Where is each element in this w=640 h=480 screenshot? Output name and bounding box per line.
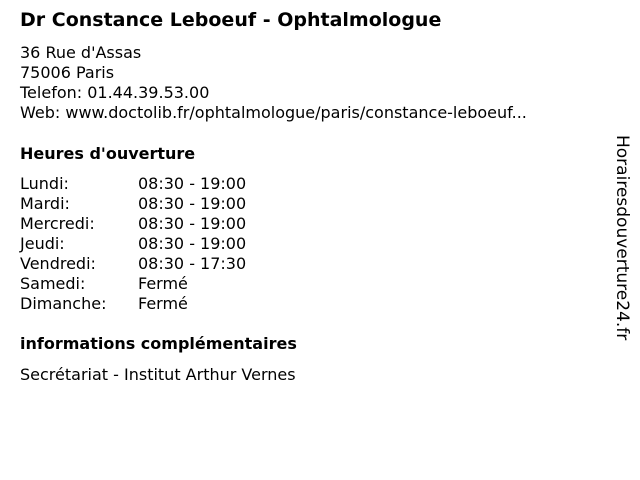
additional-info-heading: informations complémentaires: [20, 334, 297, 353]
day-label: Mercredi:: [20, 214, 95, 233]
website-link[interactable]: Web: www.doctolib.fr/ophtalmologue/paris/constance-leboeuf...: [20, 103, 527, 122]
address-street: 36 Rue d'Assas: [20, 43, 142, 62]
day-label: Samedi:: [20, 274, 86, 293]
day-label: Lundi:: [20, 174, 69, 193]
phone-number: Telefon: 01.44.39.53.00: [20, 83, 210, 102]
site-watermark: Horairesdouverture24.fr: [612, 135, 632, 341]
time-value: 08:30 - 19:00: [138, 194, 247, 213]
time-value: 08:30 - 19:00: [138, 174, 247, 193]
page-title: Dr Constance Leboeuf - Ophtalmologue: [20, 9, 442, 31]
time-value: 08:30 - 19:00: [138, 234, 247, 253]
day-label: Vendredi:: [20, 254, 96, 273]
time-value: 08:30 - 19:00: [138, 214, 247, 233]
time-value: 08:30 - 17:30: [138, 254, 247, 273]
day-label: Jeudi:: [20, 234, 65, 253]
time-value: Fermé: [138, 294, 188, 313]
contact-details: [20, 43, 527, 123]
time-value: Fermé: [138, 274, 188, 293]
address-city: 75006 Paris: [20, 63, 115, 82]
opening-hours-heading: Heures d'ouverture: [20, 144, 196, 163]
day-label: Dimanche:: [20, 294, 107, 313]
additional-info-text: Secrétariat - Institut Arthur Vernes: [20, 365, 296, 384]
day-label: Mardi:: [20, 194, 70, 213]
